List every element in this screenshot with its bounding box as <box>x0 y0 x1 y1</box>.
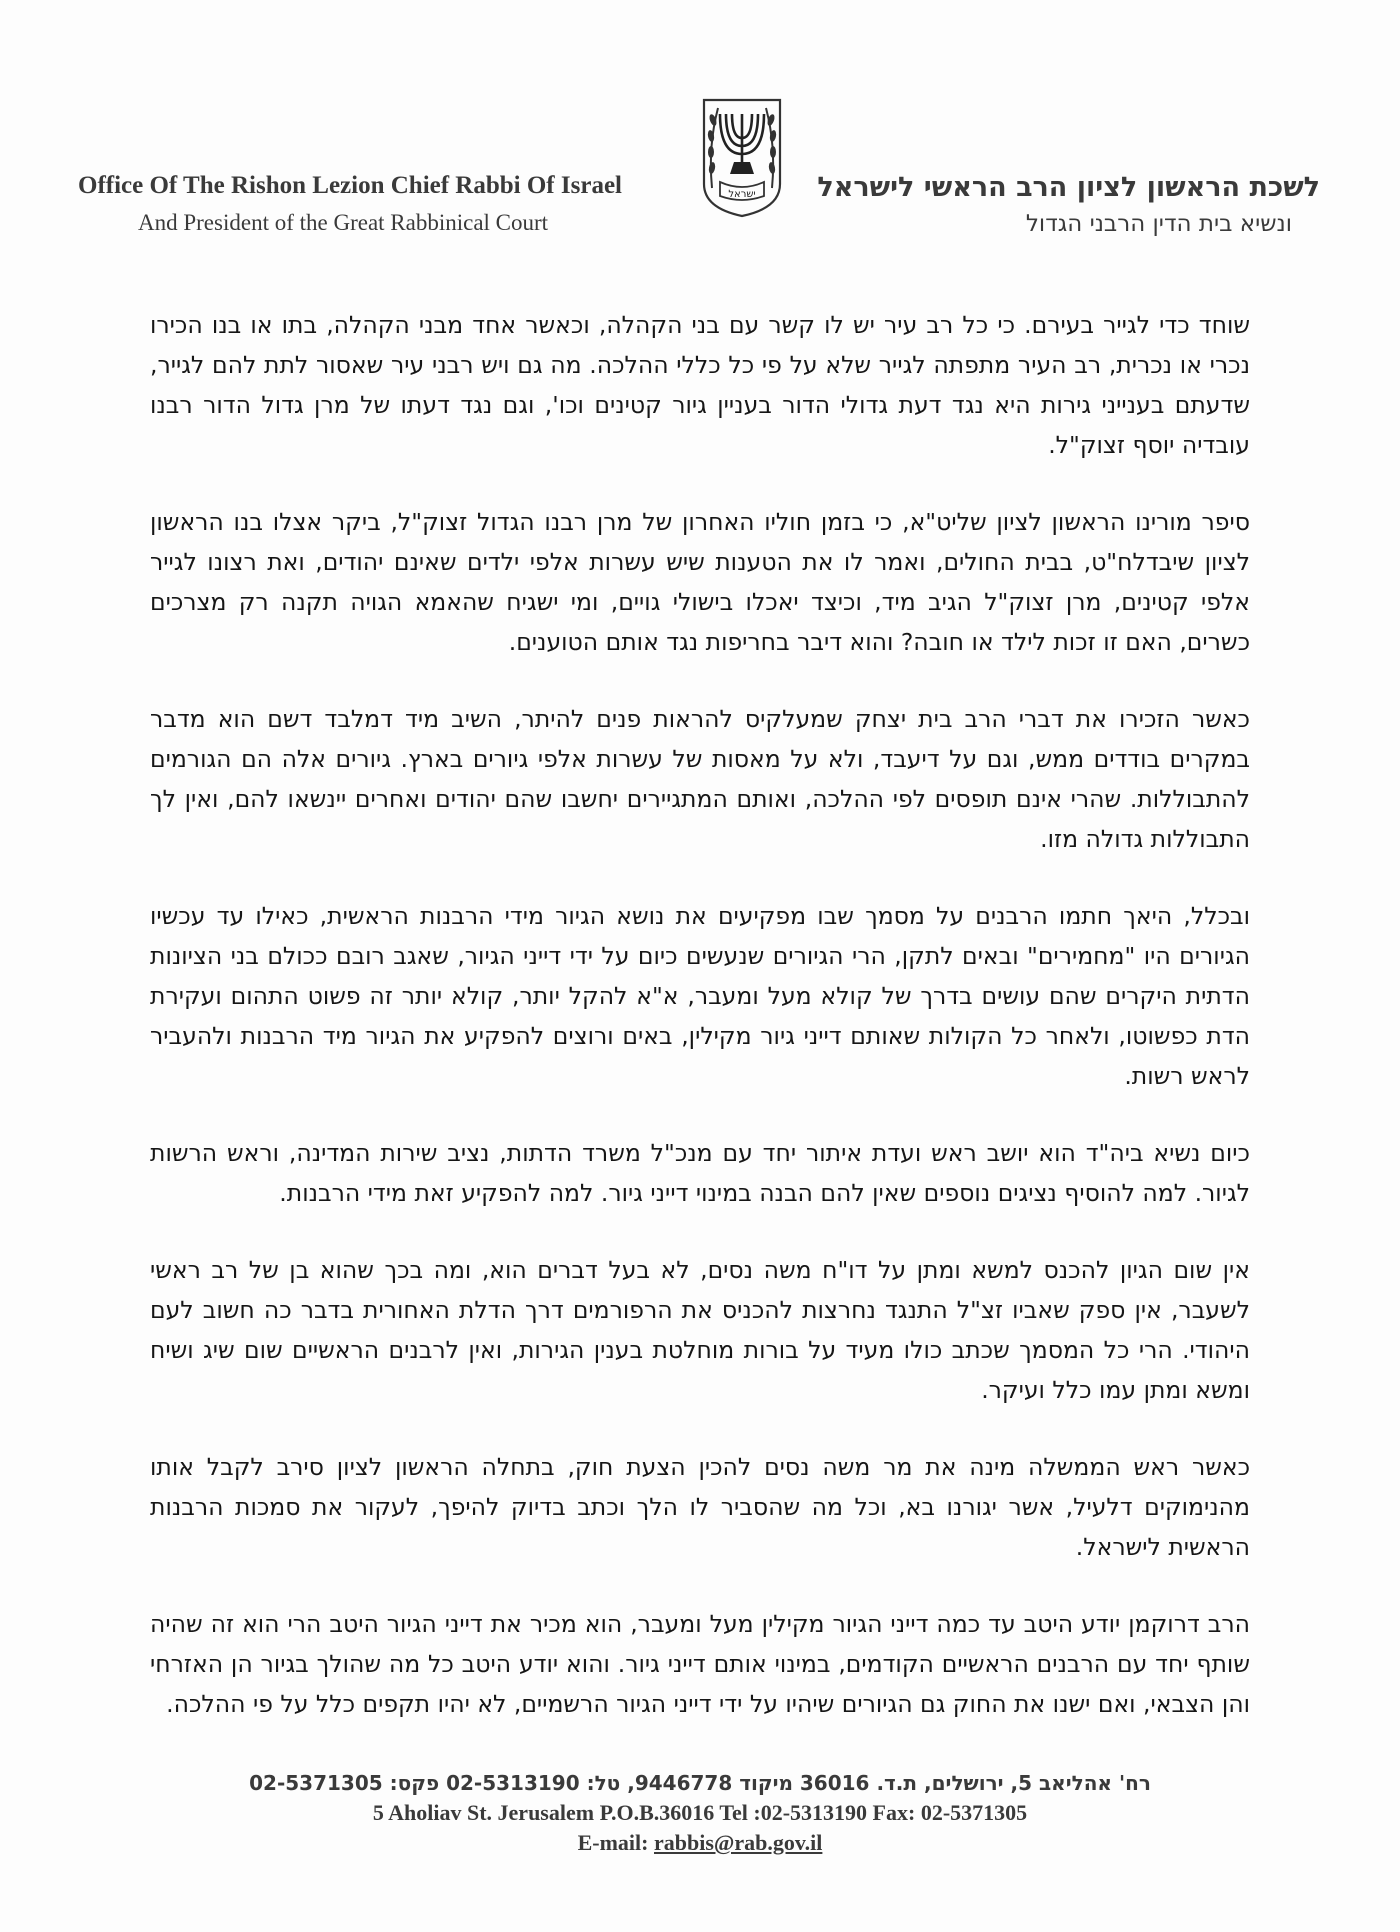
footer-english-address: 5 Aholiav St. Jerusalem P.O.B.36016 Tel :02-5313190 Fax: 02-5371305 <box>372 1800 1028 1825</box>
letter-footer <box>0 1768 1400 1858</box>
letterhead-english-subtitle: And President of the Great Rabbinical Court <box>138 210 549 235</box>
letter-body <box>150 305 1250 1761</box>
letterhead-hebrew-title: לשכת הראשון לציון הרב הראשי לישראל <box>817 172 1320 203</box>
body-paragraph: שוחד כדי לגייר בעירם. כי כל רב עיר יש לו קשר עם בני הקהלה, וכאשר אחד מבני הקהלה, בתו או בנו הכירו נכרי או נכרית, רב העיר מתפתה לגייר שלא על פי כל כללי ההלכה. מה גם ויש רבני עיר שאסור לתת להם לגייר, שדעתם בענייני גירות היא נגד דעת גדולי הדור בעניין גיור קטינים וכו', וגם נגד דעתו של מרן גדול הדור רבנו עובדיה יוסף זצוק"ל. <box>150 311 1250 459</box>
body-paragraph: אין שום הגיון להכנס למשא ומתן על דו"ח משה נסים, לא בעל דברים הוא, ומה בכך שהוא בן של רב ראשי לשעבר, אין ספק שאביו זצ"ל התנגד נחרצות להכניס את הרפורמים דרך הדלת האחורית בדבר כה חשוב לעם היהודי. הרי כל המסמך שכתב כולו מעיד על בורות מוחלטת בענין הגירות, ואין לרבנים הראשיים שום שיג ושיח ומשא ומתן עמו כלל ועיקר. <box>150 1256 1250 1404</box>
body-paragraph: כאשר הזכירו את דברי הרב בית יצחק שמעלקיס להראות פנים להיתר, השיב מיד דמלבד דשם הוא מדבר במקרים בודדים ממש, וגם על דיעבד, ולא על מאסות של עשרות אלפי גיורים בארץ. גיורים אלה הם הגורמים להתבוללות. שהרי אינם תופסים לפי ההלכה, ואותם המתגיירים יחשבו שהם יהודים ואחרים יינשאו להם, ואין לך התבוללות גדולה מזו. <box>150 705 1250 853</box>
body-paragraph: כאשר ראש הממשלה מינה את מר משה נסים להכין הצעת חוק, בתחלה הראשון לציון סירב לקבל אותו מהנימוקים דלעיל, אשר יגורנו בא, וכל מה שהסביר לו הלך וכתב בדיוק להיפך, לעקור את סמכות הרבנות הראשית לישראל. <box>150 1453 1250 1561</box>
letterhead-hebrew <box>800 172 1320 237</box>
letterhead-english <box>70 172 670 236</box>
body-paragraph: ובכלל, היאך חתמו הרבנים על מסמך שבו מפקיעים את נושא הגיור מידי הרבנות הראשית, כאילו עד עכשיו הגיורים היו "מחמירים" ובאים לתקן, הרי הגיורים שנעשים כיום על ידי דייני הגיור, שאגב רובם ככולם בני הציונות הדתית היקרים שהם עושים בדרך של קולא מעל ומעבר, א"א להקל יותר, קולא יותר זה פשוט התהום ועקירת הדת כפשוטו, ולאחר כל הקולות שאותם דייני גיור מקילין, באים ורוצים להפקיע את הגיור מיד הרבנות ולהעביר לראש רשות. <box>150 902 1250 1090</box>
footer-email-link[interactable]: rabbis@rab.gov.il <box>654 1830 823 1855</box>
body-paragraph: סיפר מורינו הראשון לציון שליט"א, כי בזמן חוליו האחרון של מרן רבנו הגדול זצוק"ל, ביקר אצלו בנו הראשון לציון שיבדלח"ט, בבית החולים, ואמר לו את הטענות שיש עשרות אלפי ילדים שאינם יהודים, ואת רצונו לגייר אלפי קטינים, מרן זצוק"ל הגיב מיד, וכיצד יאכלו בישולי גויים, ומי ישגיח שהאמא הגויה תקנה רק מצרכים כשרים, האם זו זכות לילד או חובה? והוא דיבר בחריפות נגד אותם הטוענים. <box>150 508 1250 656</box>
body-paragraph: כיום נשיא ביה"ד הוא יושב ראש ועדת איתור יחד עם מנכ"ל משרד הדתות, נציב שירות המדינה, וראש הרשות לגיור. למה להוסיף נציגים נוספים שאין להם הבנה במינוי דייני גיור. למה להפקיע זאת מידי הרבנות. <box>150 1139 1250 1207</box>
emblem-ribbon-text: ישראל <box>728 189 756 200</box>
footer-email-line <box>0 1828 1400 1858</box>
footer-email-label: E-mail: <box>577 1830 654 1855</box>
footer-hebrew-address: רח' אהליאב 5, ירושלים, ת.ד. 36016 מיקוד 9446778, טל: 02-5313190 פקס: 02-5371305 <box>249 1771 1151 1795</box>
letterhead-hebrew-subtitle: ונשיא בית הדין הרבני הגדול <box>1025 211 1292 237</box>
state-emblem-icon <box>700 96 784 220</box>
letterhead-english-title: Office Of The Rishon Lezion Chief Rabbi Of Israel <box>78 172 622 199</box>
body-paragraph: הרב דרוקמן יודע היטב עד כמה דייני הגיור מקילין מעל ומעבר, הוא מכיר את דייני הגיור היטב הרי הוא זה שהיה שותף יחד עם הרבנים הראשיים הקודמים, במינוי אותם דייני גיור. והוא יודע היטב כל מה שהולך בגיור הן האזרחי והן הצבאי, ואם ישנו את החוק גם הגיורים שיהיו על ידי דייני הגיור הרשמיים, לא יהיו תקפים כלל על פי ההלכה. <box>150 1610 1250 1718</box>
